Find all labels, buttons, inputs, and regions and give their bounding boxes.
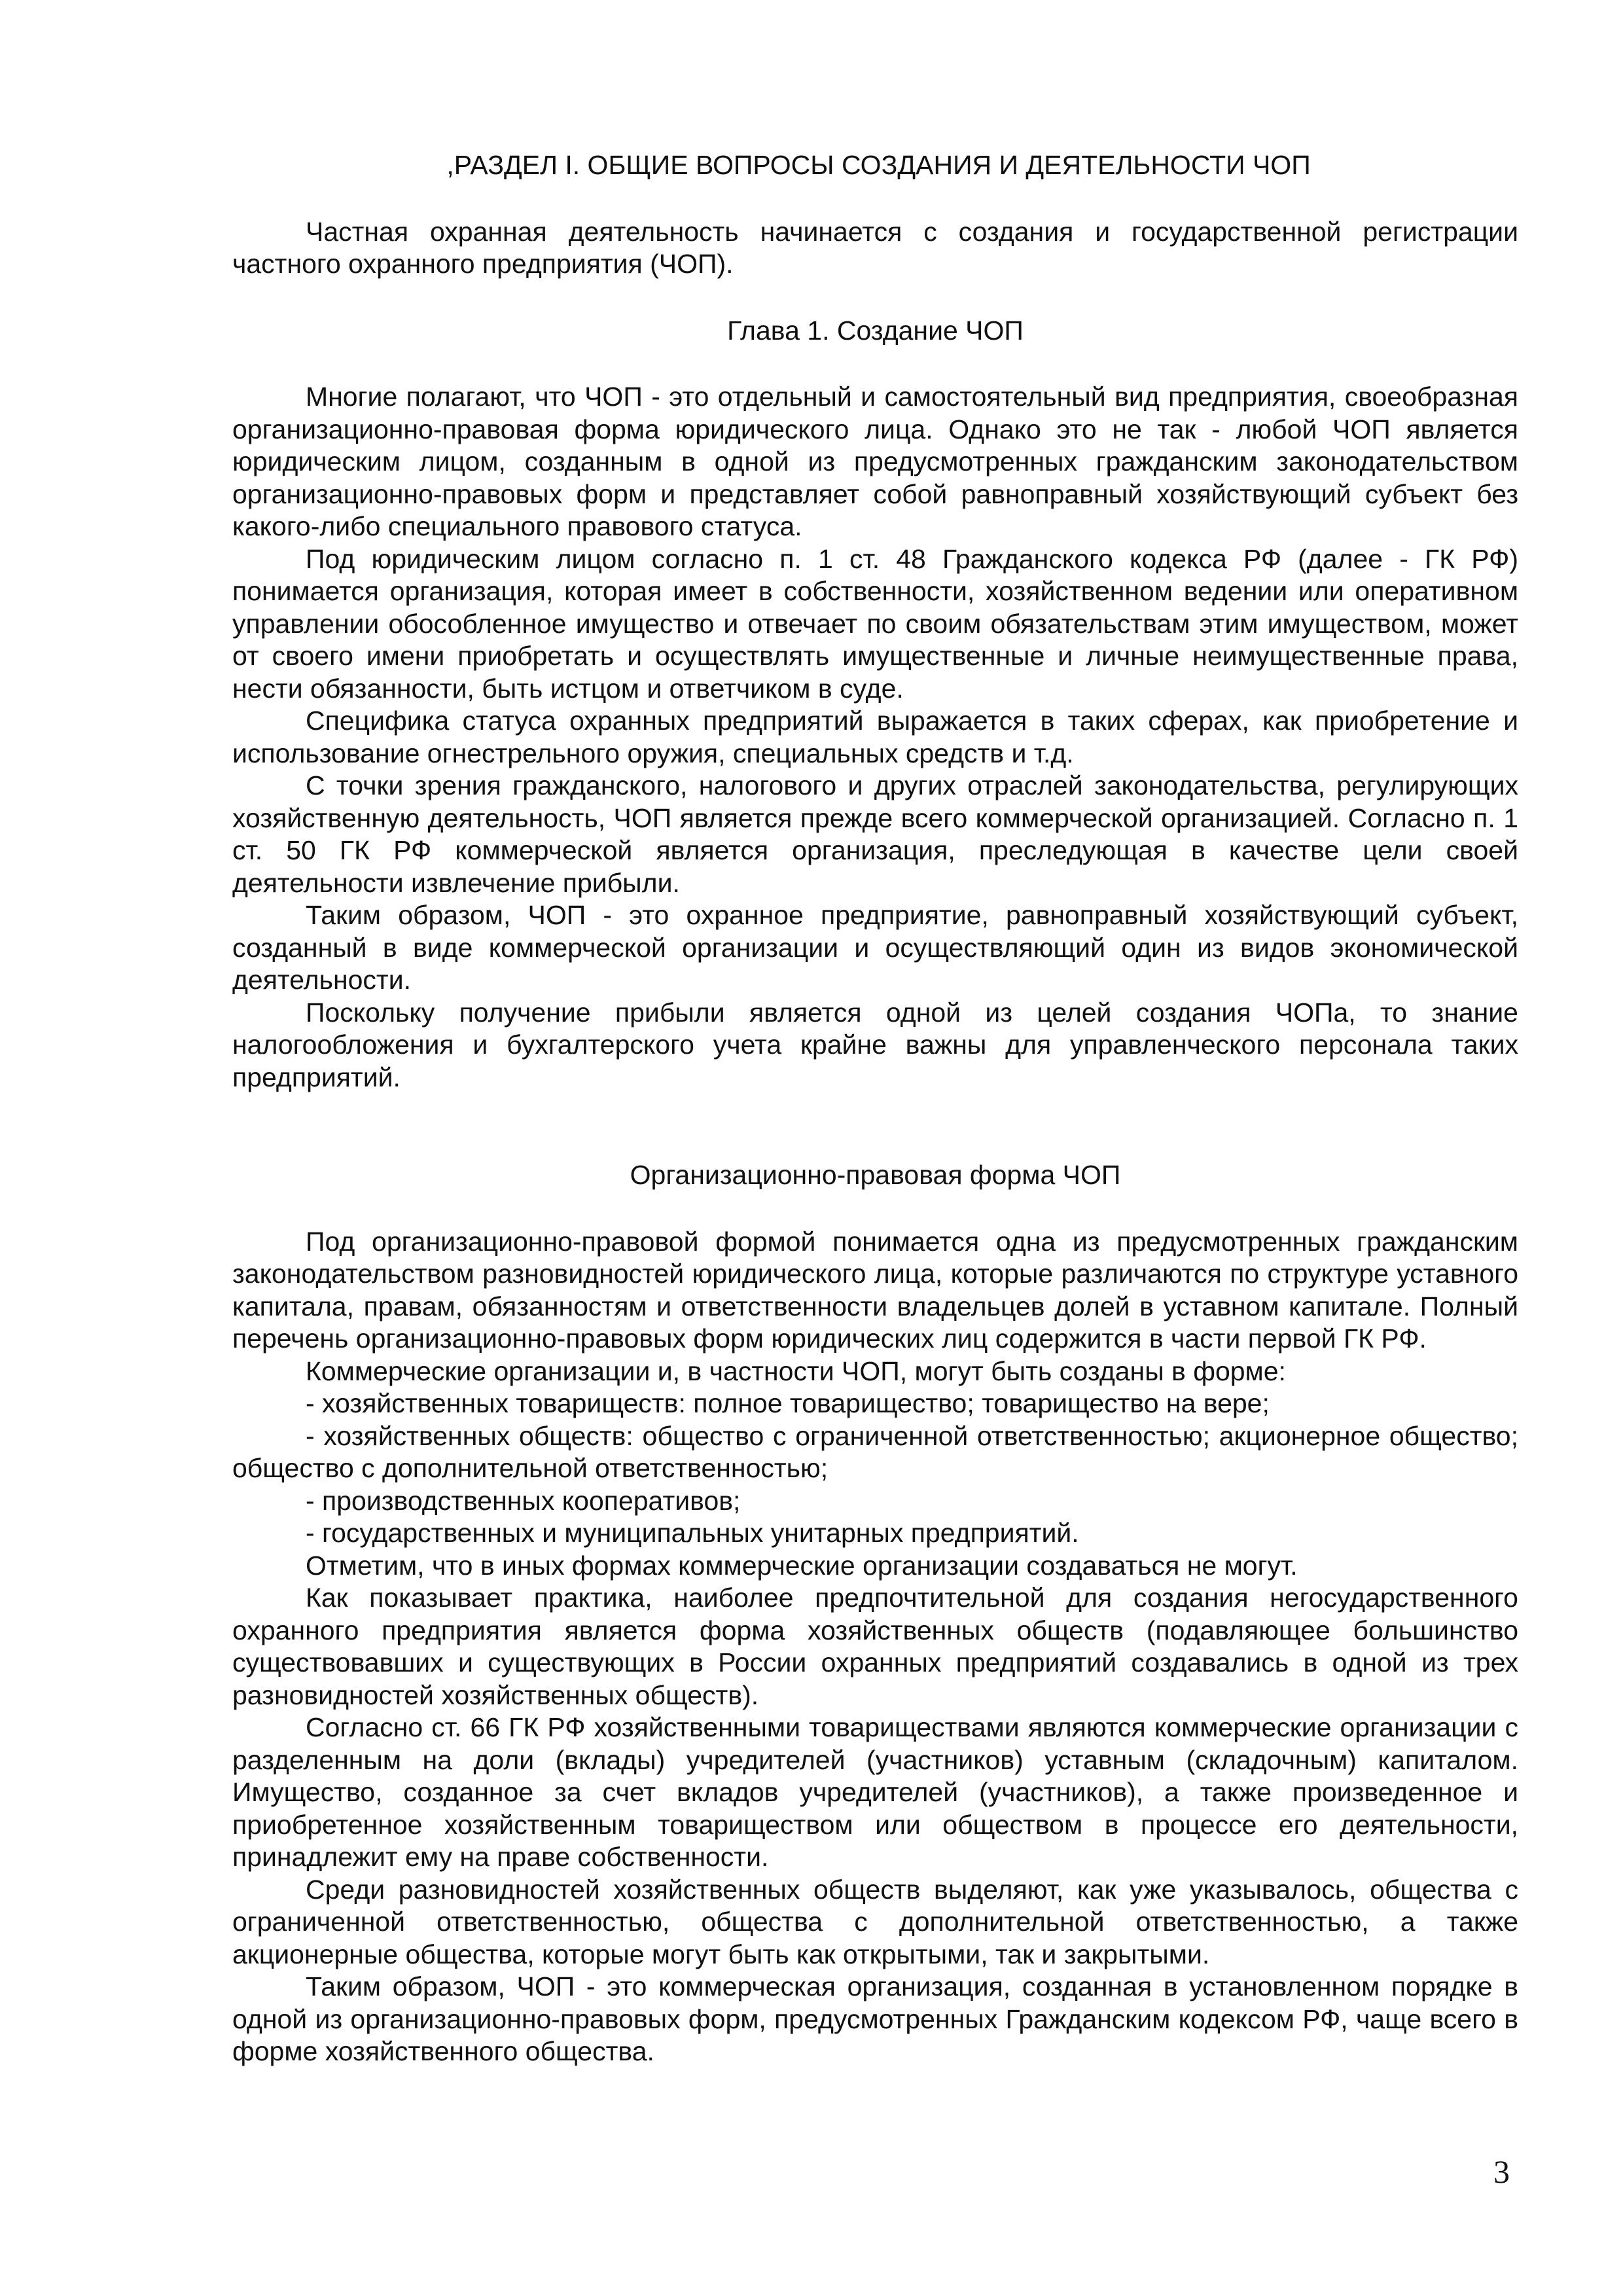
- list-item: - государственных и муниципальных унитарных предприятий.: [306, 1518, 1079, 1548]
- subsection-body: [232, 1226, 1518, 2068]
- list-item: - хозяйственных обществ: общество с ограниченной ответственностью; акционерное общество; общество с дополнительной ответственностью;: [232, 1420, 1518, 1483]
- paragraph: Отметим, что в иных формах коммерческие организации создаваться не могут.: [306, 1550, 1298, 1581]
- paragraph: Под юридическим лицом согласно п. 1 ст. 48 Гражданского кодекса РФ (далее - ГК РФ) понимается организация, которая имеет в собственности, хозяйственном ведении или оперативном управлении обособленное имущество и отвечает по своим обязательствам этим имуществом, может от своего имени приобретать и осуществлять имущественные и личные неимущественные права, нести обязанности, быть истцом и ответчиком в суде.: [232, 543, 1518, 704]
- list-item: - производственных кооперативов;: [306, 1485, 741, 1516]
- paragraph: Поскольку получение прибыли является одной из целей создания ЧОПа, то знание налогообложения и бухгалтерского учета крайне важны для управленческого персонала таких предприятий.: [232, 997, 1518, 1092]
- paragraph: Под организационно-правовой формой понимается одна из предусмотренных гражданским законодательством разновидностей юридического лица, которые различаются по структуре уставного капитала, правам, обязанностям и ответственности владельцев долей в уставном капитале. Полный перечень организационно-правовых форм юридических лиц содержится в части первой ГК РФ.: [232, 1226, 1518, 1354]
- paragraph: С точки зрения гражданского, налогового и других отраслей законодательства, регулирующих хозяйственную деятельность, ЧОП является прежде всего коммерческой организацией. Согласно п. 1 ст. 50 ГК РФ коммерческой является организация, преследующая в качестве цели своей деятельности извлечение прибыли.: [232, 770, 1518, 898]
- intro-block: [232, 216, 1518, 281]
- chapter-body: [232, 381, 1518, 1094]
- paragraph: Многие полагают, что ЧОП - это отдельный и самостоятельный вид предприятия, своеобразная организационно-правовая форма юридического лица. Однако это не так - любой ЧОП является юридическим лицом, созданным в одной из предусмотренных гражданским законодательством организационно-правовых форм и представляет собой равноправный хозяйствующий субъект без какого-либо специального правового статуса.: [232, 382, 1518, 541]
- paragraph: Таким образом, ЧОП - это охранное предприятие, равноправный хозяйствующий субъект, созданный в виде коммерческой организации и осуществляющий один из видов экономической деятельности.: [232, 900, 1518, 995]
- paragraph: Специфика статуса охранных предприятий выражается в таких сферах, как приобретение и использование огнестрельного оружия, специальных средств и т.д.: [232, 706, 1518, 768]
- chapter-title: Глава 1. Создание ЧОП: [727, 315, 1024, 346]
- page-content: [232, 149, 1518, 2068]
- paragraph: Таким образом, ЧОП - это коммерческая организация, созданная в установленном порядке в одной из организационно-правовых форм, предусмотренных Гражданским кодексом РФ, чаще всего в форме хозяйственного общества.: [232, 1971, 1518, 2066]
- section-title: ,РАЗДЕЛ I. ОБЩИЕ ВОПРОСЫ СОЗДАНИЯ И ДЕЯТЕЛЬНОСТИ ЧОП: [446, 150, 1311, 180]
- paragraph: Частная охранная деятельность начинается с создания и государственной регистрации частного охранного предприятия (ЧОП).: [232, 216, 1518, 279]
- paragraph: Как показывает практика, наиболее предпочтительной для создания негосударственного охранного предприятия является форма хозяйственных обществ (подавляющее большинство существовавших и существующих в России охранных предприятий создавались в одной из трех разновидностей хозяйственных обществ).: [232, 1583, 1518, 1710]
- paragraph: Среди разновидностей хозяйственных обществ выделяют, как уже указывалось, общества с ограниченной ответственностью, общества с дополнительной ответственностью, а также акционерные общества, которые могут быть как открытыми, так и закрытыми.: [232, 1874, 1518, 1969]
- subsection-title: Организационно-правовая форма ЧОП: [630, 1160, 1121, 1190]
- paragraph: Коммерческие организации и, в частности ЧОП, могут быть созданы в форме:: [306, 1355, 1286, 1386]
- paragraph: Согласно ст. 66 ГК РФ хозяйственными товариществами являются коммерческие организации с разделенным на доли (вклады) учредителей (участников) уставным (складочным) капиталом. Имущество, созданное за счет вкладов учредителей (участников), а также произведенное и приобретенное хозяйственным товариществом или обществом в процессе его деятельности, принадлежит ему на праве собственности.: [232, 1712, 1518, 1872]
- list-item: - хозяйственных товариществ: полное товарищество; товарищество на вере;: [306, 1388, 1270, 1418]
- page-number: 3: [1493, 2153, 1510, 2190]
